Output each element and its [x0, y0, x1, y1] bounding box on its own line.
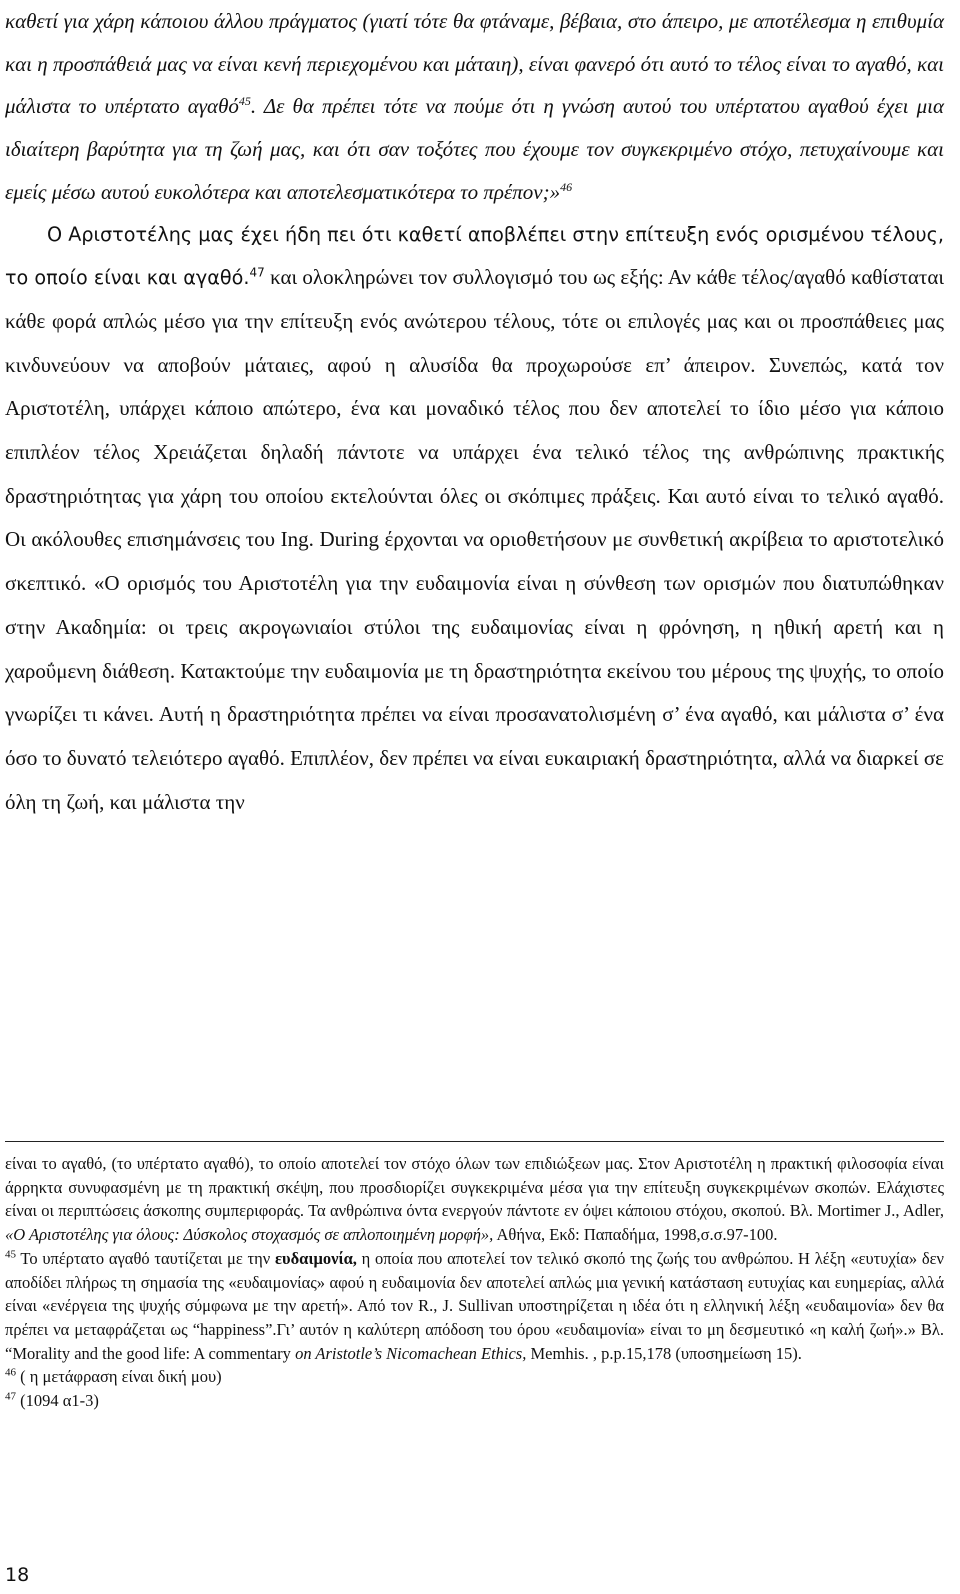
paragraph-lead-text: Ο Αριστοτέλης μας έχει ήδη πει ότι καθετί αποβλέπει στην επίτευξη ενός ορισμένου τέλους, το οποίο είναι και αγαθό. — [5, 222, 944, 290]
quote-text-end: . Δε θα πρέπει τότε να πούμε ότι η γνώση αυτού του υπέρτατου αγαθού έχει μια ιδιαίτερη βαρύτητα για τη ζωή μας, και ότι σαν τοξότες που έχουμε τον συγκεκριμένο στόχο, πετυχαίνουμε και εμείς μέσω αυτού ευκολότερα και αποτελεσματικότερα το πρέπον;» — [5, 94, 944, 204]
footnote-separator — [5, 1141, 944, 1142]
footnote-47: $^{47}$ (1094 α1-3) — [5, 1390, 99, 1411]
paragraph-body-text: και ολοκληρώνει τον συλλογισμό του ως εξής: Αν κάθε τέλος/αγαθό καθίσταται κάθε φορά απλώς μέσο για την επίτευξη ενός ανώτερου τέλους, τότε οι επιλογές μας και οι προσπάθειες μας κινδυνεύουν να αποβούν μάταιες, αφού η αλυσίδα θα προχωρούσε επ’ άπειρον. Συνεπώς, κατά τον Αριστοτέλη, υπάρχει κάποιο απώτερο, ένα και μοναδικό τέλος που δεν αποτελεί το ίδιο μέσο για κάποιο επιπλέον τέλος Χρειάζεται δηλαδή πάντοτε να υπάρχει ένα τελικό τέλος της ανθρώπινης πρακτικής δραστηριότητας για χάρη του οποίου εκτελούνται όλες οι σκόπιμες πράξεις. Και αυτό είναι το τελικό αγαθό. Οι ακόλουθες επισημάνσεις του Ing. During έρχονται να οριοθετήσουν με συνθετική ακρίβεια το αριστοτελικό σκεπτικό. «Ο ορισμός του Αριστοτέλη για την ευδαιμονία είναι η σύνθεση των ορισμών που διατυπώθηκαν στην Ακαδημία: οι τρεις ακρογωνιαίοι στύλοι της ευδαιμονίας είναι η φρόνηση, η ηθική αρετή και η χαροΰμενη διάθεση. Κατακτούμε την ευδαιμονία με τη δραστηριότητα εκείνου του μέρους της ψυχής, το οποίο γνωρίζει τι κάνει. Αυτή η δραστηριότητα πρέπει να είναι προσανατολισμένη σ’ ένα αγαθό, και μάλιστα σ’ ένα όσο το δυνατό τελειότερο αγαθό. Επιπλέον, δεν πρέπει να είναι ευκαιριακή δραστηριότητα, αλλά να διαρκεί σε όλη τη ζωή, και μάλιστα την — [5, 265, 944, 814]
footnote-ref-45[interactable]: 45 — [238, 94, 251, 109]
footnote-ref-47[interactable]: 47 — [249, 265, 265, 280]
page-number: 18 — [5, 1564, 30, 1586]
footnote-number: 45 — [5, 1248, 16, 1261]
quote-paragraph — [5, 0, 944, 214]
footnotes — [5, 1152, 944, 1413]
main-text — [5, 0, 944, 824]
footnote-ref-46[interactable]: 46 — [560, 179, 573, 194]
footnote-45: $^{45}$ Το υπέρτατο αγαθό ταυτίζεται με την ευδαιμονία, η οποία που αποτελεί τον τελικό σκοπό της ζωής του ανθρώπου. Η λέξη «ευτυχία» δεν αποδίδει πλήρως τη σημασία της «ευδαιμονίας» αφού η ευδαιμονία δεν αποτελεί απλώς μια γενική κατάσταση ευτυχίας και ευημερίας, αλλά είναι «ενέργεια της ψυχής σύμφωνα με την αρετή». Από τον R., J. Sullivan υποστηρίζεται η ιδέα ότι η ελληνική λέξη «ευδαιμονία» δεν θα πρέπει να μεταφράζεται ως “happiness”.Γι’ αυτόν η καλύτερη απόδοση του όρου «ευδαιμονία» είναι το μη δεσμευτικό «η καλή ζωή».» Βλ. “Morality and the good life: A commentary on Aristotle’s Nicomachean Ethics, Memhis. , p.p.15,178 (υποσημείωση 15). — [5, 1248, 945, 1363]
quote-text-start: καθετί για χάρη κάποιου άλλου πράγματος (γιατί τότε θα φτάναμε, βέβαια, στο άπειρο, με αποτέλεσμα η επιθυμία και η προσπάθειά μας να είναι κενή περιεχομένου και μάταιη), είναι φανερό ότι αυτό το τέλος είναι το αγαθό, και μάλιστα το υπέρτατο αγαθό — [5, 9, 944, 119]
footnote-46: $^{46}$ ( η μετάφραση είναι δική μου) — [5, 1366, 222, 1387]
footnote-number: 46 — [5, 1366, 16, 1379]
footnote-continuation: είναι το αγαθό, (το υπέρτατο αγαθό), το οποίο αποτελεί τον στόχο όλων των επιδιώξεων μας. Στον Αριστοτέλη η πρακτική φιλοσοφία είναι άρρηκτα συνυφασμένη με τη πρακτική σκέψη, που προσδιορίζει συγκεκριμένα μέσα για την επίτευξη συγκεκριμένων σκοπών. Ελάχιστες είναι οι περιπτώσεις άσκοπης συμπεριφοράς. Τα ανθρώπινα όντα ενεργούν πάντοτε εν όψει κάποιου στόχου, σκοπού. Βλ. Mortimer J., Adler, «Ο Αριστοτέλης για όλους: Δύσκολος στοχασμός σε απλοποιημένη μορφή», Αθήνα, Εκδ: Παπαδήμα, 1998,σ.σ.97-100. — [5, 1154, 944, 1245]
footnote-number: 47 — [5, 1390, 16, 1403]
body-paragraph — [5, 214, 944, 825]
